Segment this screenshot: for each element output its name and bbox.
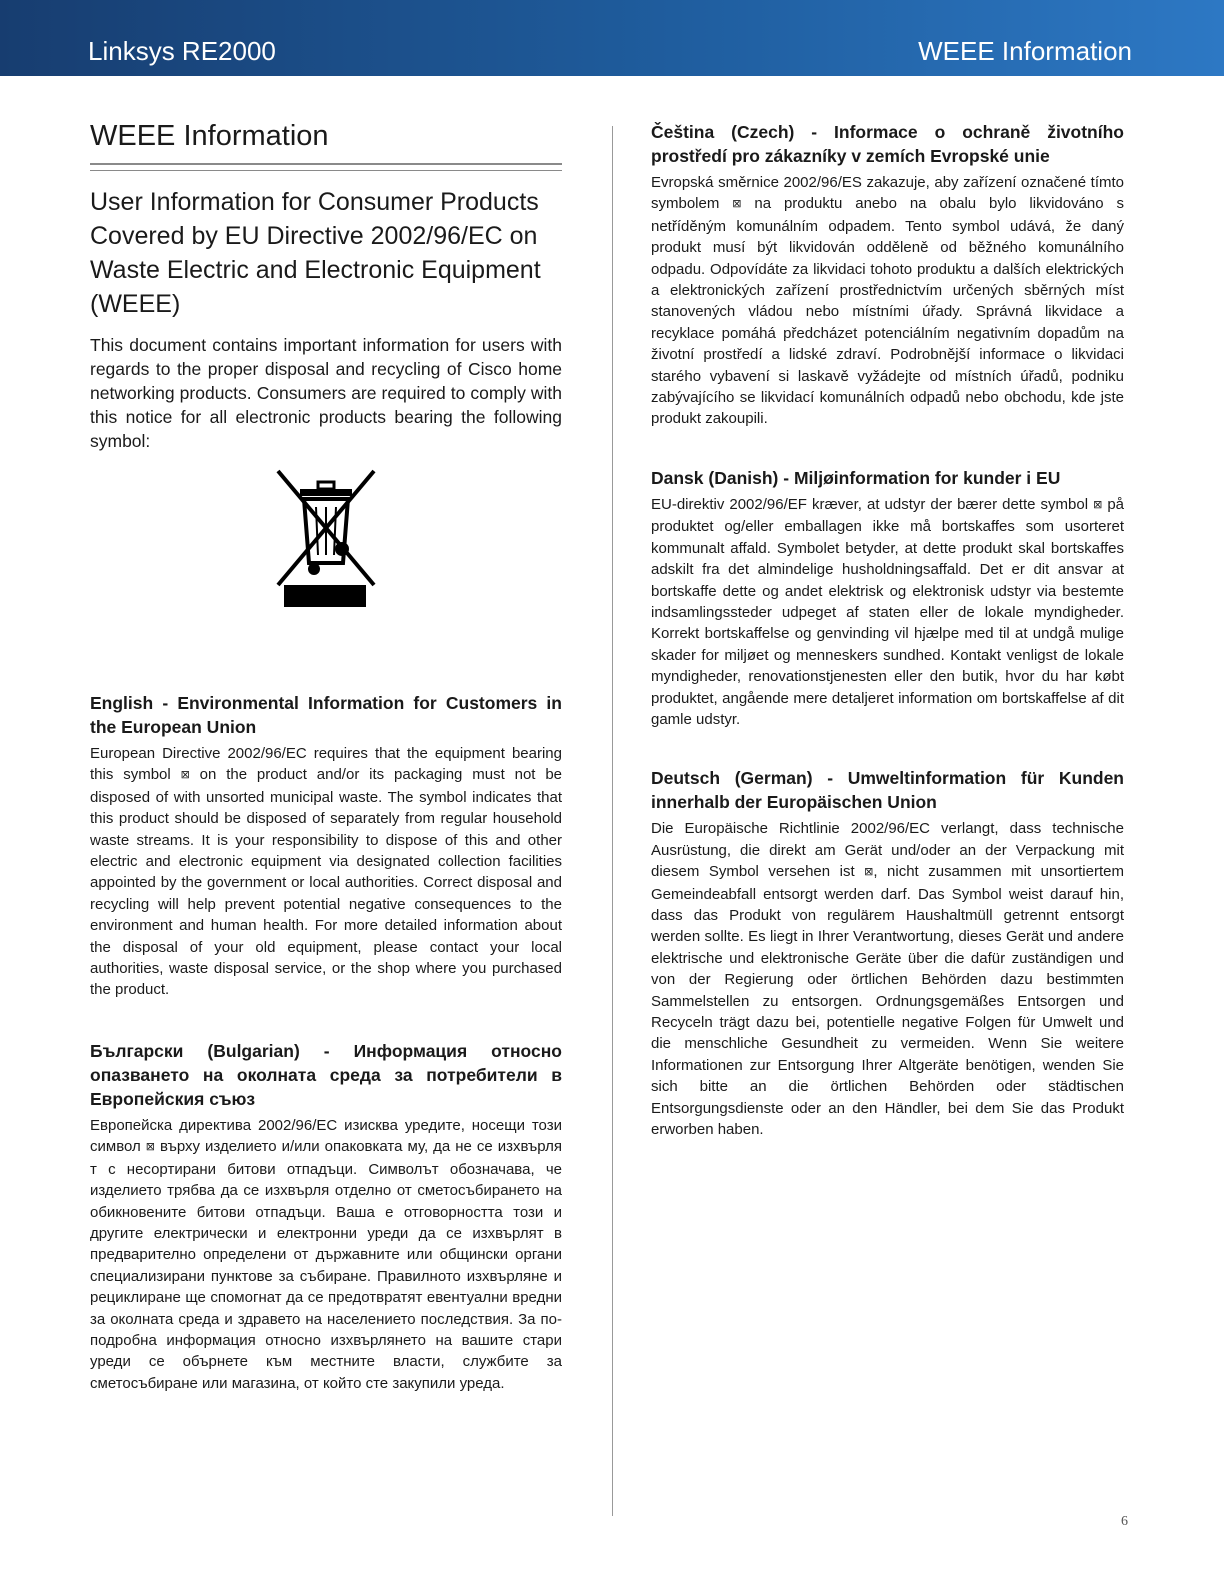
left-column: [90, 120, 562, 1394]
crossed-bin-icon: [274, 467, 378, 667]
section-name: WEEE Information: [918, 36, 1132, 66]
weee-symbol: [90, 467, 562, 667]
title-rule: [90, 163, 562, 171]
page-subtitle: User Information for Consumer Products Covered by EU Directive 2002/96/EC on Waste Electric and Electronic Equipment (WEEE): [90, 188, 541, 318]
page-title: WEEE Information: [90, 120, 329, 152]
section-title: Čeština (Czech) - Informace o ochraně životního prostředí pro zákazníky v zemích Evropské unie: [651, 122, 1124, 166]
section-title: English - Environmental Information for Customers in the European Union: [90, 693, 562, 737]
section-czech: [651, 120, 1124, 430]
weee-bin-icon: ⊠: [1093, 498, 1103, 511]
section-danish: [651, 466, 1124, 730]
weee-bin-icon: ⊠: [732, 198, 742, 211]
page-number: 6: [1121, 1514, 1128, 1529]
section-title: Dansk (Danish) - Miljøinformation for kunder i EU: [651, 467, 1061, 488]
right-column: [651, 120, 1124, 1140]
section-title: Български (Bulgarian) - Информация относно опазването на околната среда за потребители в Европейския съюз: [90, 1040, 562, 1109]
column-divider: [612, 126, 613, 1516]
weee-bin-icon: ⊠: [145, 1141, 155, 1154]
product-name: Linksys RE2000: [88, 36, 276, 66]
intro-paragraph: This document contains important information for users with regards to the proper disposal and recycling of Cisco home networking products. Consumers are required to comply with this notice for all electronic products bearing the following symbol:: [90, 335, 562, 451]
section-english: [90, 691, 562, 1001]
section-body: Evropská směrnice 2002/96/ES zakazuje, aby zařízení označené tímto symbolem ⊠ na produktu anebo na obalu bylo likvidováno s netříděným komunálním odpadem. Tento symbol udává, že daný produkt musí být likvidován odděleně od běžného komunálního odpadu. Odpovídáte za likvidaci tohoto produktu a dalších elektrických a elektronických zařízení prostřednictvím určených sběrných míst stanovených vládou nebo místními úřady. Správná likvidace a recyklace pomáhá předcházet potenciálním negativním dopadům na životní prostředí a lidské zdraví. Podrobnější informace o likvidaci starého vybavení si laskavě vyžádejte od místních úřadů, podniku zabývajícího se likvidací komunálních odpadů nebo obchodu, kde jste produkt zakoupili.: [651, 174, 1125, 428]
weee-bin-icon: ⊠: [864, 866, 874, 879]
section-body: Die Europäische Richtlinie 2002/96/EC verlangt, dass technische Ausrüstung, die direkt am Gerät und/oder an der Verpackung mit diesem Symbol versehen ist ⊠, nicht zusammen mit unsortiertem Gemeindeabfall entsorgt werden darf. Das Symbol weist darauf hin, dass das Produkt von regulärem Haushaltmüll getrennt entsorgt werden sollte. Es liegt in Ihrer Verantwortung, dieses Gerät und andere elektrische und elektronische Geräte über die dafür zuständigen und von der Regierung oder örtlichen Behörden dazu bestimmten Sammelstellen zu entsorgen. Ordnungsgemäßes Entsorgen und Recyceln trägt dazu bei, potentielle negative Folgen für Umwelt und die menschliche Gesundheit zu vermeiden. Wenn Sie weitere Informationen zur Entsorgung Ihrer Altgeräte benötigen, wenden Sie sich bitte an die örtlichen Behörden oder städtischen Entsorgungsdienste oder an den Händler, bei dem Sie das Produkt erworben haben.: [651, 820, 1124, 1139]
header-banner: [0, 0, 1224, 76]
section-german: [651, 766, 1124, 1140]
section-body: Европейска директива 2002/96/EC изисква уредите, носещи този символ ⊠ върху изделието и/или опаковката му, да не се изхвърля т с несортирани битови отпадъци. Символът обозначава, че изделието трябва да се изхвърля отделно от сметосъбирането на обикновените битови отпадъци. Ваша е отговорността този и другите електрически и електронни уреди да се изхвърлят в предварително определени от държавните или общински органи специализирани пунктове за събиране. Правилното изхвърляне и рециклиране ще спомогнат да се предотвратят евентуални вредни за околната среда и здравето на населението последствия. За по-подробна информация относно изхвърлянето на вашите стари уреди се обърнете към местните власти, службите за сметосъбиране или магазина, от който сте закупили уреда.: [90, 1116, 563, 1392]
section-body: European Directive 2002/96/EC requires that the equipment bearing this symbol ⊠ on the product and/or its packaging must not be disposed of with unsorted municipal waste. The symbol indicates that this product should be disposed of separately from regular household waste streams. It is your responsibility to dispose of this and other electric and electronic equipment via designated collection facilities appointed by the government or local authorities. Correct disposal and recycling will help prevent potential negative consequences to the environment and human health. For more detailed information about the disposal of your old equipment, please contact your local authorities, waste disposal service, or the shop where you purchased the product.: [90, 745, 563, 999]
weee-bin-icon: ⊠: [180, 769, 190, 782]
section-body: EU-direktiv 2002/96/EF kræver, at udstyr der bærer dette symbol ⊠ på produktet og/eller emballagen ikke må bortskaffes som usorteret kommunalt affald. Symbolet betyder, at dette produkt skal bortskaffes adskilt fra det almindelige husholdningsaffald. Det er dit ansvar at bortskaffe dette og andet elektrisk og elektronisk udstyr via bestemte indsamlingssteder udpeget af staten eller de lokale myndigheder. Korrekt bortskaffelse og genvinding vil hjælpe med til at undgå mulige skader for miljøet og menneskers sundhed. Kontakt venligst de lokale myndigheder, renovationstjenesten eller den butik, hvor du har købt produktet, angående mere detaljeret information om bortskaffelse af dit gamle udstyr.: [651, 495, 1124, 728]
section-bulgarian: [90, 1039, 562, 1394]
section-title: Deutsch (German) - Umweltinformation für Kunden innerhalb der Europäischen Union: [651, 768, 1124, 813]
